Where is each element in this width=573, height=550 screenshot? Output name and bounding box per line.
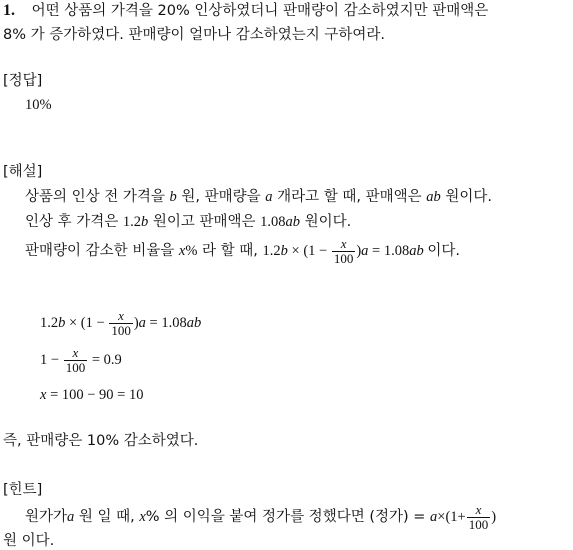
- display-equation-3: x = 100 − 90 = 10: [40, 387, 144, 403]
- display-equation-1: 1.2b × (1 − $\frac{x}{100}$ )a = 1.08ab: [40, 308, 202, 339]
- fraction-x-over-100: $\frac{x}{100}$: [65, 345, 86, 376]
- problem-line-2: 8% 가 증가하였다. 판매량이 얼마나 감소하였는지 구하여라.: [3, 27, 386, 43]
- explanation-heading: [해설]: [3, 164, 43, 180]
- hint-line-2: 원 이다.: [3, 533, 55, 549]
- answer-value: 10%: [25, 97, 52, 113]
- explanation-line-1: 상품의 인상 전 가격을 b 원, 판매량을 a 개라고 할 때, 판매액은 ab 원이다.: [25, 189, 492, 205]
- problem-line-1: [3, 2, 488, 20]
- hint-line-1: 원가가a 원 일 때, x% 의 이익을 붙여 정가를 정했다면 (정가) = a×(1+ $\frac{x}{100}$ ): [25, 502, 497, 533]
- fraction-x-over-100: $\frac{x}{100}$: [333, 236, 354, 267]
- explanation-line-2: 인상 후 가격은 1.2b 원이고 판매액은 1.08ab 원이다.: [25, 214, 352, 230]
- hint-heading: [힌트]: [3, 482, 43, 498]
- inline-equation: 1.2b × (1 − $\frac{x}{100}$ )a = 1.08ab: [262, 236, 424, 267]
- fraction-x-over-100: $\frac{x}{100}$: [468, 502, 489, 533]
- conclusion: 즉, 판매량은 10% 감소하였다.: [3, 433, 199, 449]
- fraction-x-over-100: $\frac{x}{100}$: [111, 308, 131, 339]
- problem-text-1: 어떤 상품의 가격을 20% 인상하였더니 판매량이 감소하였지만 판매액은: [31, 3, 489, 19]
- display-equation-2: 1 − $\frac{x}{100}$ = 0.9: [40, 345, 122, 376]
- explanation-line-3: 판매량이 감소한 비율을 x% 라 할 때, 1.2b × (1 − $\frac{x}{100}$ )a = 1.08ab 이다.: [25, 236, 460, 267]
- answer-heading: [정답]: [3, 73, 43, 89]
- problem-number: 1.: [3, 2, 15, 19]
